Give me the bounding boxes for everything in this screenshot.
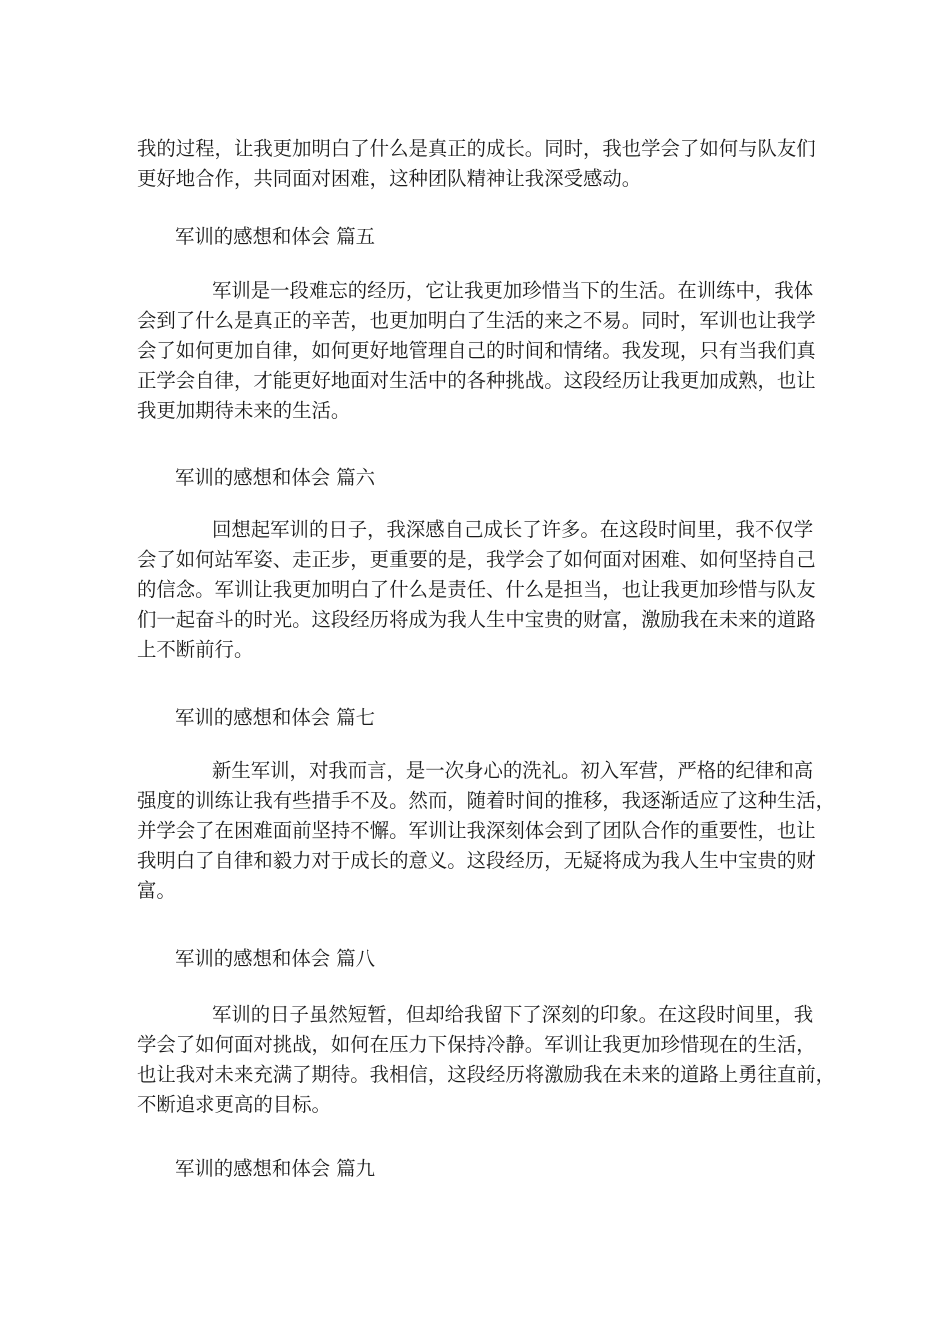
paragraph-line: 们一起奋斗的时光。这段经历将成为我人生中宝贵的财富，激励我在未来的道路 xyxy=(137,608,816,631)
paragraph-line: 上不断前行。 xyxy=(137,638,254,661)
section-paragraph-5 xyxy=(137,276,817,426)
section-paragraph-7 xyxy=(137,756,836,906)
paragraph-line: 军训是一段难忘的经历，它让我更加珍惜当下的生活。在训练中，我体 xyxy=(212,279,814,302)
paragraph-line: 会了如何更加自律，如何更好地管理自己的时间和情绪。我发现，只有当我们真 xyxy=(137,339,816,362)
paragraph-line: 强度的训练让我有些措手不及。然而，随着时间的推移，我逐渐适应了这种生活， xyxy=(137,789,836,812)
paragraph-line: 新生军训，对我而言，是一次身心的洗礼。初入军营，严格的纪律和高 xyxy=(212,759,814,782)
paragraph-line: 回想起军训的日子，我深感自己成长了许多。在这段时间里，我不仅学 xyxy=(212,518,814,541)
section-heading-8: 军训的感想和体会 篇八 xyxy=(175,947,376,970)
paragraph-line: 我更加期待未来的生活。 xyxy=(137,399,351,422)
intro-paragraph xyxy=(137,134,817,194)
paragraph-line: 我明白了自律和毅力对于成长的意义。这段经历，无疑将成为我人生中宝贵的财 xyxy=(137,849,816,872)
section-paragraph-8 xyxy=(137,1000,836,1120)
paragraph-line: 并学会了在困难面前坚持不懈。军训让我深刻体会到了团队合作的重要性，也让 xyxy=(137,819,816,842)
section-heading-6: 军训的感想和体会 篇六 xyxy=(175,466,376,489)
paragraph-line: 更好地合作，共同面对困难，这种团队精神让我深受感动。 xyxy=(137,167,642,190)
paragraph-line: 正学会自律，才能更好地面对生活中的各种挑战。这段经历让我更加成熟，也让 xyxy=(137,369,816,392)
paragraph-line: 也让我对未来充满了期待。我相信，这段经历将激励我在未来的道路上勇往直前， xyxy=(137,1063,836,1086)
paragraph-line: 不断追求更高的目标。 xyxy=(137,1093,331,1116)
paragraph-line: 学会了如何面对挑战，如何在压力下保持冷静。军训让我更加珍惜现在的生活， xyxy=(137,1033,816,1056)
section-heading-7: 军训的感想和体会 篇七 xyxy=(175,706,376,729)
paragraph-line: 军训的日子虽然短暂，但却给我留下了深刻的印象。在这段时间里，我 xyxy=(212,1003,814,1026)
paragraph-line: 会了如何站军姿、走正步，更重要的是，我学会了如何面对困难、如何坚持自己 xyxy=(137,548,816,571)
section-heading-9: 军训的感想和体会 篇九 xyxy=(175,1157,376,1180)
paragraph-line: 的信念。军训让我更加明白了什么是责任、什么是担当，也让我更加珍惜与队友 xyxy=(137,578,816,601)
paragraph-line: 我的过程，让我更加明白了什么是真正的成长。同时，我也学会了如何与队友们 xyxy=(137,137,816,160)
section-paragraph-6 xyxy=(137,515,817,665)
paragraph-line: 会到了什么是真正的辛苦，也更加明白了生活的来之不易。同时，军训也让我学 xyxy=(137,309,816,332)
section-heading-5: 军训的感想和体会 篇五 xyxy=(175,225,376,248)
paragraph-line: 富。 xyxy=(137,879,176,902)
